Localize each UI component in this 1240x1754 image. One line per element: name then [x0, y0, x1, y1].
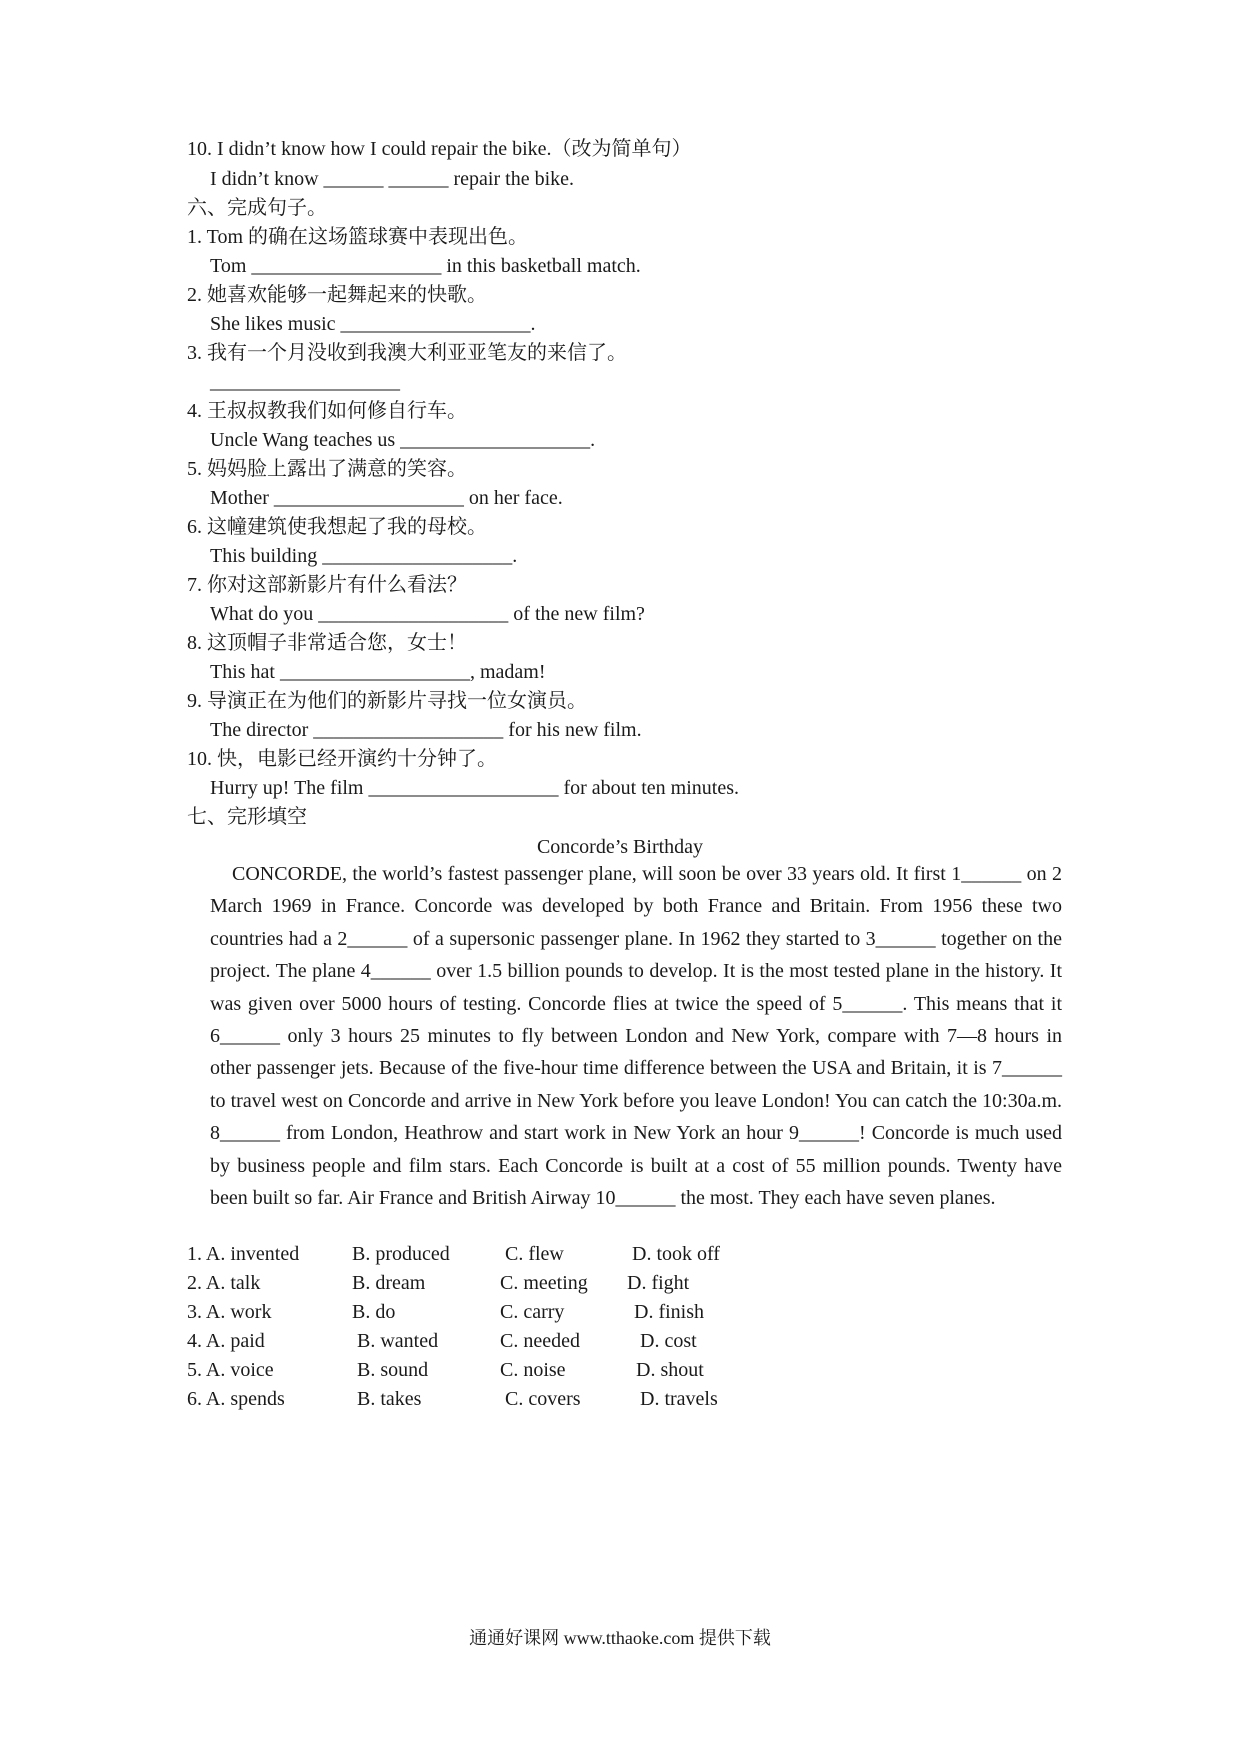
option-a: 5. A. voice: [187, 1359, 274, 1381]
sentence-prompt-4: 4. 王叔叔教我们如何修自行车。: [187, 400, 467, 422]
option-c: C. needed: [500, 1330, 580, 1352]
section-7-heading: 七、完形填空: [187, 806, 307, 828]
sentence-answer-3: ___________________: [210, 371, 400, 393]
page-footer: 通通好课网 www.tthaoke.com 提供下载: [469, 1628, 771, 1648]
option-d: D. shout: [636, 1359, 704, 1381]
option-b: B. dream: [352, 1272, 426, 1294]
sentence-answer-8: This hat ___________________, madam!: [210, 661, 546, 683]
option-d: D. took off: [632, 1243, 720, 1265]
sentence-answer-5: Mother ___________________ on her face.: [210, 487, 563, 509]
option-c: C. carry: [500, 1301, 565, 1323]
option-d: D. cost: [640, 1330, 697, 1352]
option-a: 2. A. talk: [187, 1272, 261, 1294]
sentence-prompt-2: 2. 她喜欢能够一起舞起来的快歌。: [187, 284, 487, 306]
sentence-answer-10: Hurry up! The film ___________________ for about ten minutes.: [210, 777, 740, 799]
sentence-prompt-6: 6. 这幢建筑使我想起了我的母校。: [187, 516, 487, 538]
option-c: C. meeting: [500, 1272, 588, 1294]
passage-title: Concorde’s Birthday: [536, 836, 704, 858]
sentence-prompt-1: 1. Tom 的确在这场篮球赛中表现出色。: [187, 226, 529, 248]
sentence-prompt-3: 3. 我有一个月没收到我澳大利亚亚笔友的来信了。: [187, 342, 627, 364]
option-b: B. sound: [357, 1359, 429, 1381]
sentence-prompt-10: 10. 快，电影已经开演约十分钟了。: [187, 748, 497, 770]
option-a: 1. A. invented: [187, 1243, 300, 1265]
option-c: C. covers: [505, 1388, 581, 1410]
option-a: 6. A. spends: [187, 1388, 285, 1410]
sentence-prompt-9: 9. 导演正在为他们的新影片寻找一位女演员。: [187, 690, 587, 712]
transform-answer-10: I didn’t know ______ ______ repair the bike.: [210, 168, 575, 190]
sentence-prompt-8: 8. 这顶帽子非常适合您，女士！: [187, 632, 467, 654]
option-d: D. travels: [640, 1388, 718, 1410]
option-b: B. produced: [352, 1243, 450, 1265]
sentence-answer-6: This building ___________________.: [210, 545, 518, 567]
option-b: B. do: [352, 1301, 396, 1323]
sentence-answer-4: Uncle Wang teaches us ___________________.: [210, 429, 596, 451]
option-d: D. fight: [627, 1272, 690, 1294]
option-b: B. wanted: [357, 1330, 439, 1352]
section-6-heading: 六、完成句子。: [187, 197, 327, 219]
sentence-prompt-5: 5. 妈妈脸上露出了满意的笑容。: [187, 458, 467, 480]
sentence-answer-9: The director ___________________ for his new film.: [210, 719, 642, 741]
cloze-passage: CONCORDE, the world’s fastest passenger plane, will soon be over 33 years old. It first 1______ on 2 March 1969 in France. Concorde was developed by both France and Britain. From 1956 these two countries had a 2______ of a supersonic passenger plane. In 1962 they started to 3______ together on the project. The plane 4______ over 1.5 billion pounds to develop. It is the most tested plane in the history. It was given over 5000 hours of testing. Concorde flies at twice the speed of 5______. This means that it 6______ only 3 hours 25 minutes to fly between London and New York, compare with 7—8 hours in other passenger jets. Because of the five-hour time difference between the USA and Britain, it is 7______ to travel west on Concorde and arrive in New York before you leave London! You can catch the 10:30a.m. 8______ from London, Heathrow and start work in New York an hour 9______! Concorde is much used by business people and film stars. Each Concorde is built at a cost of 55 million pounds. Twenty have been built so far. Air France and British Airway 10______ the most. They each have seven planes.: [210, 863, 1062, 1210]
option-a: 3. A. work: [187, 1301, 272, 1323]
transform-question-10: 10. I didn’t know how I could repair the bike.（改为简单句）: [187, 138, 692, 160]
sentence-answer-1: Tom ___________________ in this basketball match.: [210, 255, 641, 277]
sentence-prompt-7: 7. 你对这部新影片有什么看法？: [187, 574, 467, 596]
sentence-answer-2: She likes music ___________________.: [210, 313, 536, 335]
sentence-answer-7: What do you ___________________ of the new film?: [210, 603, 645, 625]
option-c: C. noise: [500, 1359, 566, 1381]
option-d: D. finish: [634, 1301, 704, 1323]
option-c: C. flew: [505, 1243, 564, 1265]
option-a: 4. A. paid: [187, 1330, 265, 1352]
option-b: B. takes: [357, 1388, 422, 1410]
